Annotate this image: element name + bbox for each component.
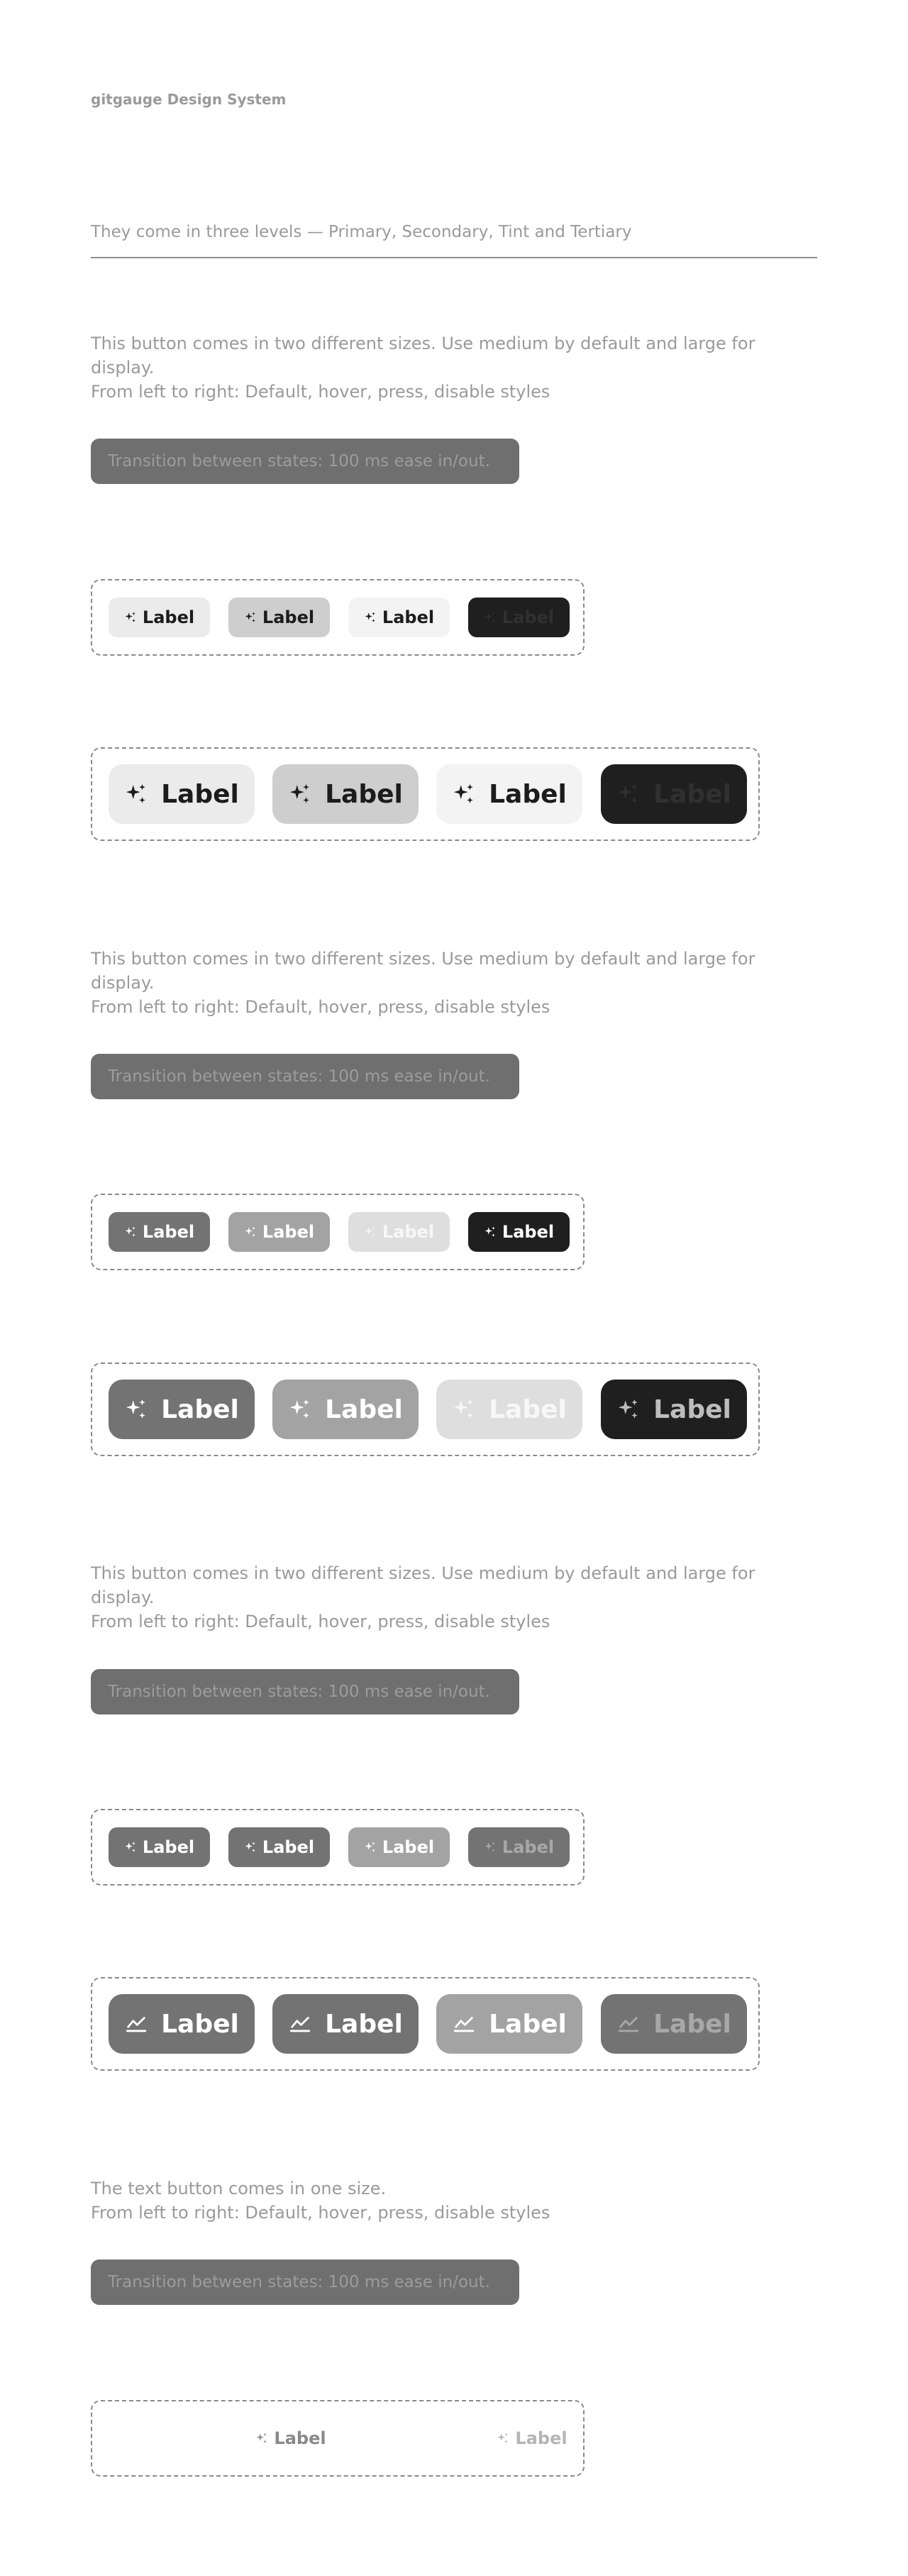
section-3-large-press-button[interactable]	[436, 1994, 582, 2054]
sparkles-icon	[124, 782, 148, 806]
section-1-large-disabled-button[interactable]	[601, 764, 747, 824]
sparkles-icon	[255, 2432, 268, 2445]
section-1-large-default-button[interactable]	[109, 764, 255, 824]
section-2-desc-line-2: From left to right: Default, hover, press, disable styles	[91, 997, 550, 1017]
section-2-medium-hover-label: Label	[262, 1222, 315, 1242]
sparkles-icon	[124, 1841, 137, 1854]
section-4-desc-line-2: From left to right: Default, hover, press, disable styles	[91, 2203, 550, 2223]
section-1-large-hover-button[interactable]	[272, 764, 419, 824]
section-1-large-disabled-label: Label	[653, 779, 731, 809]
section-4-transition-note: Transition between states: 100 ms ease in/out.	[91, 2259, 519, 2305]
section-3-desc-line-2: From left to right: Default, hover, press, disable styles	[91, 1612, 550, 1631]
section-2-large-hover-label: Label	[325, 1394, 403, 1424]
section-2-medium-disabled-button[interactable]	[468, 1212, 570, 1252]
section-1-desc-line-2: From left to right: Default, hover, press, disable styles	[91, 382, 550, 402]
section-3-desc-line-1: This button comes in two different sizes. Use medium by default and large for display.	[91, 1563, 755, 1607]
section-3-medium-disabled-label: Label	[502, 1837, 555, 1857]
sparkles-icon	[124, 611, 137, 624]
sparkles-icon	[452, 782, 476, 806]
section-2-transition-note: Transition between states: 100 ms ease in/out.	[91, 1054, 519, 1099]
section-4-description	[91, 2176, 786, 2225]
section-3-medium-press-label: Label	[382, 1837, 435, 1857]
section-3-large-hover-button[interactable]	[272, 1994, 419, 2054]
sparkles-icon	[288, 1397, 312, 1421]
section-2-medium-press-button[interactable]	[348, 1212, 450, 1252]
sparkles-icon	[484, 611, 497, 624]
section-2-desc-line-1: This button comes in two different sizes. Use medium by default and large for display.	[91, 949, 755, 993]
sparkles-icon	[124, 1397, 148, 1421]
section-3-transition-note: Transition between states: 100 ms ease in/out.	[91, 1669, 519, 1714]
sparkles-icon	[364, 1226, 377, 1238]
section-2-large-hover-button[interactable]	[272, 1380, 419, 1439]
section-1-desc-line-1: This button comes in two different sizes. Use medium by default and large for display.	[91, 334, 755, 378]
section-1-medium-disabled-label: Label	[502, 607, 555, 627]
section-1-medium-press-button[interactable]	[348, 598, 450, 637]
section-1-description	[91, 331, 786, 404]
section-1-large-press-label: Label	[489, 779, 567, 809]
section-3-medium-press-button[interactable]	[348, 1827, 450, 1867]
section-4-text-default-label: Label	[274, 2428, 326, 2448]
brand-title: gitgauge Design System	[91, 91, 287, 108]
intro-text: They come in three levels — Primary, Secondary, Tint and Tertiary	[91, 223, 632, 241]
sparkles-icon	[244, 1841, 257, 1854]
section-1-large-default-label: Label	[161, 779, 239, 809]
section-2-large-press-button[interactable]	[436, 1380, 582, 1439]
section-2-large-default-button[interactable]	[109, 1380, 255, 1439]
section-3-large-disabled-button[interactable]	[601, 1994, 747, 2054]
sparkles-icon	[497, 2432, 509, 2445]
intro-divider	[91, 257, 817, 258]
section-4-desc-line-1: The text button comes in one size.	[91, 2179, 387, 2198]
section-3-medium-default-label: Label	[142, 1837, 195, 1857]
section-3-large-default-button[interactable]	[109, 1994, 255, 2054]
section-2-medium-disabled-label: Label	[502, 1222, 555, 1242]
section-2-description	[91, 947, 786, 1019]
chart-line-icon	[452, 2012, 476, 2036]
sparkles-icon	[364, 1841, 377, 1854]
section-1-medium-default-label: Label	[142, 607, 195, 627]
sparkles-icon	[616, 782, 641, 806]
section-3-medium-disabled-button[interactable]	[468, 1827, 570, 1867]
section-2-medium-default-button[interactable]	[109, 1212, 210, 1252]
sparkles-icon	[484, 1841, 497, 1854]
section-3-medium-hover-button[interactable]	[228, 1827, 330, 1867]
sparkles-icon	[616, 1397, 641, 1421]
section-3-large-press-label: Label	[489, 2009, 567, 2039]
section-3-description	[91, 1561, 786, 1634]
section-1-medium-press-label: Label	[382, 607, 435, 627]
section-3-large-hover-label: Label	[325, 2009, 403, 2039]
chart-line-icon	[124, 2012, 148, 2036]
section-4-text-default-button[interactable]	[241, 2418, 340, 2458]
section-2-large-disabled-label: Label	[653, 1394, 731, 1424]
sparkles-icon	[364, 611, 377, 624]
sparkles-icon	[452, 1397, 476, 1421]
chart-line-icon	[288, 2012, 312, 2036]
sparkles-icon	[288, 782, 312, 806]
section-1-large-hover-label: Label	[325, 779, 403, 809]
section-4-text-disabled-button[interactable]	[482, 2418, 582, 2458]
section-2-large-press-label: Label	[489, 1394, 567, 1424]
chart-line-icon	[616, 2012, 641, 2036]
section-1-medium-hover-label: Label	[262, 607, 315, 627]
section-3-medium-default-button[interactable]	[109, 1827, 210, 1867]
section-1-medium-hover-button[interactable]	[228, 598, 330, 637]
section-2-large-default-label: Label	[161, 1394, 239, 1424]
sparkles-icon	[244, 611, 257, 624]
section-3-medium-hover-label: Label	[262, 1837, 315, 1857]
section-2-medium-hover-button[interactable]	[228, 1212, 330, 1252]
section-2-large-disabled-button[interactable]	[601, 1380, 747, 1439]
sparkles-icon	[244, 1226, 257, 1238]
section-4-text-disabled-label: Label	[515, 2428, 568, 2448]
section-2-medium-press-label: Label	[382, 1222, 435, 1242]
section-2-medium-default-label: Label	[142, 1222, 195, 1242]
section-1-medium-default-button[interactable]	[109, 598, 210, 637]
section-1-transition-note: Transition between states: 100 ms ease in/out.	[91, 439, 519, 484]
sparkles-icon	[124, 1226, 137, 1238]
section-1-large-press-button[interactable]	[436, 764, 582, 824]
section-1-medium-disabled-button[interactable]	[468, 598, 570, 637]
sparkles-icon	[484, 1226, 497, 1238]
section-3-large-disabled-label: Label	[653, 2009, 731, 2039]
section-3-large-default-label: Label	[161, 2009, 239, 2039]
